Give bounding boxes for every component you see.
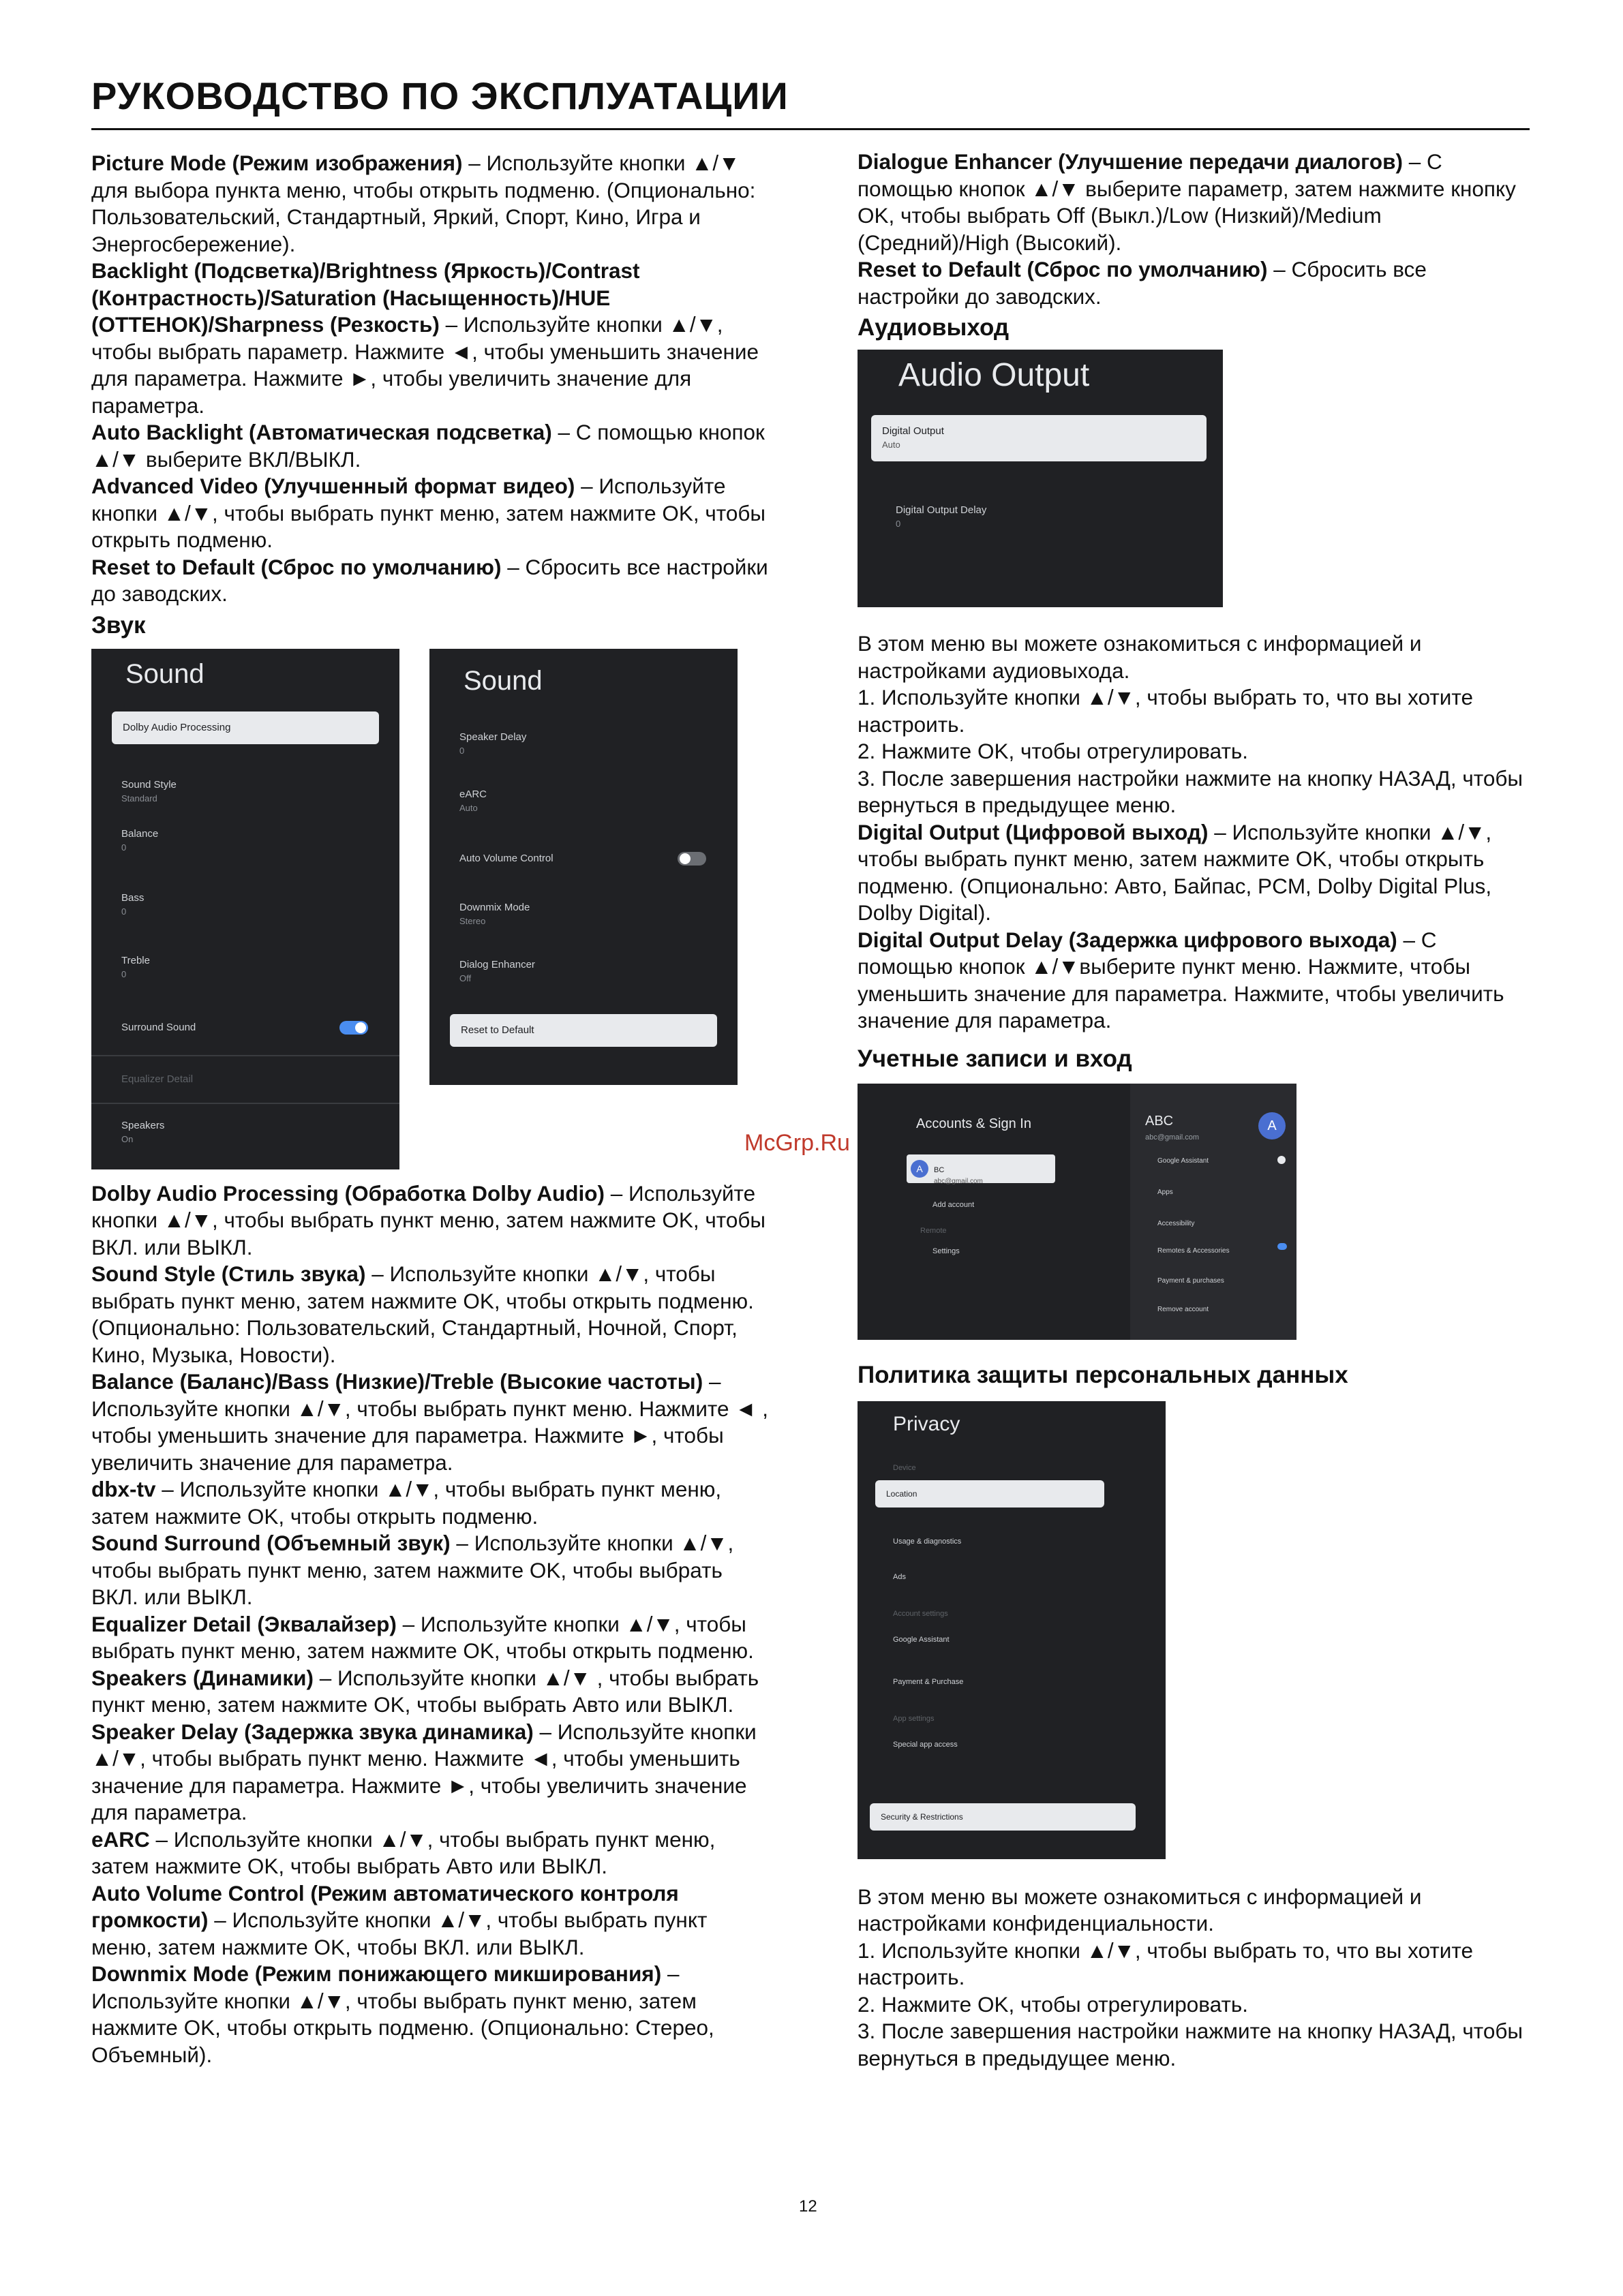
paragraph-backlight: Backlight (Подсветка)/Brightness (Яркость)/Contrast (Контрастность)/Saturation (Насыщенность)/HUE (ОТТЕНОК)/Sharpness (Резкость) – Используйте кнопки ▲/▼, чтобы выбрать параметр. Нажмите ◄, чтобы уменьшить значение для параметра. Нажмите ►, чтобы увеличить значение для параметра.	[91, 258, 759, 418]
audio-output-screen	[858, 350, 1223, 607]
menu-item-dolby-audio[interactable]: Dolby Audio Processing	[112, 711, 379, 744]
account-card-name: BC	[934, 1165, 945, 1174]
menu-item-google-assistant[interactable]: Google Assistant	[1157, 1157, 1209, 1165]
paragraph-balance: Balance (Баланс)/Bass (Низкие)/Treble (Высокие частоты) – Используйте кнопки ▲/▼, чтобы выбрать пункт меню. Нажмите ◄ , чтобы уменьшить значение для параметра. Нажмите ►, чтобы увеличить значение для параметра.	[91, 1369, 768, 1475]
section-label-account: Account settings	[893, 1609, 948, 1618]
divider	[91, 1055, 399, 1056]
sound-menu-screen-1	[91, 649, 399, 1169]
audio-step-2: 2. Нажмите OK, чтобы отрегулировать.	[858, 739, 1249, 763]
status-dot	[1277, 1156, 1286, 1164]
menu-item-ads[interactable]: Ads	[893, 1572, 906, 1581]
toggle-indicator[interactable]	[1277, 1243, 1287, 1250]
account-card-email: abc@gmail.com	[934, 1177, 983, 1185]
divider	[91, 1103, 399, 1104]
menu-item-sound-style[interactable]: Sound Style Standard	[121, 778, 177, 803]
menu-item-usage-diagnostics[interactable]: Usage & diagnostics	[893, 1537, 962, 1546]
screen-title: Audio Output	[898, 357, 1090, 393]
menu-item-special-app-access[interactable]: Special app access	[893, 1740, 958, 1749]
right-column	[858, 149, 1529, 2072]
sound-menu-screen-2	[429, 649, 738, 1085]
menu-item-earc[interactable]: eARC Auto	[459, 788, 487, 813]
privacy-step-1: 1. Используйте кнопки ▲/▼, чтобы выбрать то, что вы хотите настроить.	[858, 1938, 1473, 1989]
menu-item-speakers[interactable]: Speakers On	[121, 1119, 165, 1144]
title-divider	[91, 128, 1530, 130]
paragraph-advanced-video: Advanced Video (Улучшенный формат видео) – Используйте кнопки ▲/▼, чтобы выбрать пункт меню, затем нажмите OK, чтобы открыть подменю.	[91, 474, 766, 552]
heading-accounts: Учетные записи и вход	[858, 1045, 1132, 1072]
account-email: abc@gmail.com	[1145, 1133, 1200, 1142]
menu-item-apps[interactable]: Apps	[1157, 1188, 1173, 1196]
page-number: 12	[799, 2197, 817, 2216]
menu-item-location[interactable]: Location	[875, 1480, 1104, 1507]
paragraph-sound-style: Sound Style (Стиль звука) – Используйте кнопки ▲/▼, чтобы выбрать пункт меню, затем нажмите OK, чтобы открыть подменю. (Опционально: Пользовательский, Стандартный, Ночной, Спорт, Кино, Музыка, Новости).	[91, 1261, 754, 1367]
account-card[interactable]	[907, 1154, 1055, 1183]
accounts-screen	[858, 1084, 1296, 1340]
heading-privacy: Политика защиты персональных данных	[858, 1361, 1348, 1388]
paragraph-dbx-tv: dbx-tv – Используйте кнопки ▲/▼, чтобы выбрать пункт меню, затем нажмите OK, чтобы открыть подменю.	[91, 1477, 722, 1529]
menu-item-google-assistant[interactable]: Google Assistant	[893, 1635, 950, 1644]
menu-item-security[interactable]: Security & Restrictions	[870, 1803, 1136, 1831]
menu-item-surround-sound[interactable]: Surround Sound	[121, 1021, 196, 1033]
screen-title: Sound	[125, 658, 204, 689]
account-side-panel	[1130, 1084, 1296, 1340]
paragraph-digital-output: Digital Output (Цифровой выход) – Используйте кнопки ▲/▼, чтобы выбрать пункт меню, затем нажмите OK, чтобы открыть подменю. (Опционально: Авто, Байпас, PCM, Dolby Digital Plus, Dolby Digital).	[858, 819, 1492, 925]
privacy-step-3: 3. После завершения настройки нажмите на кнопку НАЗАД, чтобы вернуться в предыдущее меню.	[858, 2019, 1523, 2070]
privacy-intro: В этом меню вы можете ознакомиться с информацией и настройками конфиденциальности.	[858, 1884, 1422, 1935]
paragraph-digital-output-delay: Digital Output Delay (Задержка цифрового выхода) – С помощью кнопок ▲/▼выберите пункт меню. Нажмите, чтобы уменьшить значение для параметра. Нажмите, чтобы увеличить значение для параметра.	[858, 927, 1504, 1032]
surround-sound-toggle[interactable]	[339, 1021, 368, 1035]
paragraph-reset-default: Reset to Default (Сброс по умолчанию) – Сбросить все настройки до заводских.	[91, 554, 768, 606]
paragraph-earc: eARC – Используйте кнопки ▲/▼, чтобы выбрать пункт меню, затем нажмите OK, чтобы выбрать Авто или ВЫКЛ.	[91, 1826, 716, 1878]
heading-sound: Звук	[91, 611, 146, 639]
auto-volume-toggle[interactable]	[678, 852, 706, 866]
paragraph-dialogue-enhancer: Dialogue Enhancer (Улучшение передачи диалогов) – С помощью кнопок ▲/▼ выберите параметр, затем нажмите кнопку OK, чтобы выбрать Off (Выкл.)/Low (Низкий)/Medium (Средний)/High (Высокий).	[858, 149, 1516, 255]
audio-intro: В этом меню вы можете ознакомиться с информацией и настройками аудиовыхода.	[858, 631, 1422, 683]
paragraph-dolby-audio: Dolby Audio Processing (Обработка Dolby Audio) – Используйте кнопки ▲/▼, чтобы выбрать пункт меню, затем нажмите OK, чтобы ВКЛ. или ВЫКЛ.	[91, 1180, 766, 1259]
page-title: РУКОВОДСТВО ПО ЭКСПЛУАТАЦИИ	[91, 74, 789, 117]
menu-item-auto-volume[interactable]: Auto Volume Control	[459, 852, 553, 864]
menu-item-bass[interactable]: Bass 0	[121, 891, 145, 917]
paragraph-picture-mode: Picture Mode (Режим изображения) – Используйте кнопки ▲/▼ для выбора пункта меню, чтобы открыть подменю. (Опционально: Пользовательский, Стандартный, Яркий, Спорт, Кино, Игра и Энергосбережение).	[91, 151, 756, 256]
menu-item-digital-output-delay[interactable]: Digital Output Delay 0	[896, 504, 987, 529]
audio-step-3: 3. После завершения настройки нажмите на кнопку НАЗАД, чтобы вернуться в предыдущее меню.	[858, 765, 1523, 817]
menu-item-add-account[interactable]: Add account	[932, 1200, 975, 1209]
menu-item-payment-purchase[interactable]: Payment & Purchase	[893, 1677, 964, 1686]
menu-item-remote[interactable]: Remote	[920, 1226, 947, 1235]
menu-item-speaker-delay[interactable]: Speaker Delay 0	[459, 731, 527, 756]
paragraph-speakers: Speakers (Динамики) – Используйте кнопки ▲/▼ , чтобы выбрать пункт меню, затем нажмите OK, чтобы выбрать Авто или ВЫКЛ.	[91, 1665, 759, 1717]
privacy-step-2: 2. Нажмите OK, чтобы отрегулировать.	[858, 1991, 1249, 2017]
menu-item-accessibility[interactable]: Accessibility	[1157, 1219, 1195, 1227]
screen-title: Accounts & Sign In	[916, 1116, 1031, 1131]
screen-title: Privacy	[893, 1412, 960, 1435]
paragraph-downmix: Downmix Mode (Режим понижающего микширования) – Используйте кнопки ▲/▼, чтобы выбрать пункт меню, затем нажмите OK, чтобы открыть подменю. (Опционально: Стерео, Объемный).	[91, 1961, 714, 2067]
paragraph-auto-volume: Auto Volume Control (Режим автоматического контроля громкости) – Используйте кнопки ▲/▼, чтобы выбрать пункт меню, затем нажмите OK, чтобы ВКЛ. или ВЫКЛ.	[91, 1880, 708, 1959]
account-name: ABC	[1145, 1113, 1174, 1129]
menu-item-remotes[interactable]: Remotes & Accessories	[1157, 1246, 1230, 1255]
avatar: A	[911, 1160, 928, 1178]
menu-item-digital-output[interactable]: Digital Output Auto	[871, 415, 1207, 461]
paragraph-speaker-delay: Speaker Delay (Задержка звука динамика) – Используйте кнопки ▲/▼, чтобы выбрать пункт меню. Нажмите ◄, чтобы уменьшить значение для параметра. Нажмите ►, чтобы увеличить значение для параметра.	[91, 1719, 757, 1824]
audio-step-1: 1. Используйте кнопки ▲/▼, чтобы выбрать то, что вы хотите настроить.	[858, 685, 1473, 737]
privacy-screen	[858, 1401, 1166, 1859]
menu-item-balance[interactable]: Balance 0	[121, 827, 159, 853]
left-column	[91, 150, 773, 2068]
menu-item-settings[interactable]: Settings	[932, 1246, 960, 1255]
paragraph-equalizer: Equalizer Detail (Эквалайзер) – Используйте кнопки ▲/▼, чтобы выбрать пункт меню, затем нажмите OK, чтобы открыть подменю.	[91, 1611, 754, 1663]
menu-item-remove-account[interactable]: Remove account	[1157, 1305, 1209, 1313]
menu-item-downmix-mode[interactable]: Downmix Mode Stereo	[459, 901, 530, 926]
section-label-device: Device	[893, 1463, 916, 1472]
avatar: A	[1258, 1112, 1286, 1139]
menu-item-reset-default[interactable]: Reset to Default	[450, 1014, 717, 1047]
menu-item-treble[interactable]: Treble 0	[121, 954, 150, 979]
menu-item-equalizer-detail[interactable]: Equalizer Detail	[121, 1073, 194, 1085]
paragraph-reset-default: Reset to Default (Сброс по умолчанию) – Сбросить все настройки до заводских.	[858, 257, 1427, 309]
paragraph-sound-surround: Sound Surround (Объемный звук) – Используйте кнопки ▲/▼, чтобы выбрать пункт меню, затем нажмите OK, чтобы выбрать ВКЛ. или ВЫКЛ.	[91, 1531, 734, 1609]
menu-item-dialog-enhancer[interactable]: Dialog Enhancer Off	[459, 958, 535, 983]
screen-title: Sound	[464, 665, 543, 696]
heading-audio-output: Аудиовыход	[858, 314, 1010, 341]
paragraph-auto-backlight: Auto Backlight (Автоматическая подсветка) – С помощью кнопок ▲/▼ выберите ВКЛ/ВЫКЛ.	[91, 420, 765, 472]
sound-screenshots	[91, 649, 773, 1169]
section-label-apps: App settings	[893, 1714, 935, 1723]
watermark: McGrp.Ru	[744, 1130, 850, 1156]
menu-item-payment[interactable]: Payment & purchases	[1157, 1276, 1224, 1285]
